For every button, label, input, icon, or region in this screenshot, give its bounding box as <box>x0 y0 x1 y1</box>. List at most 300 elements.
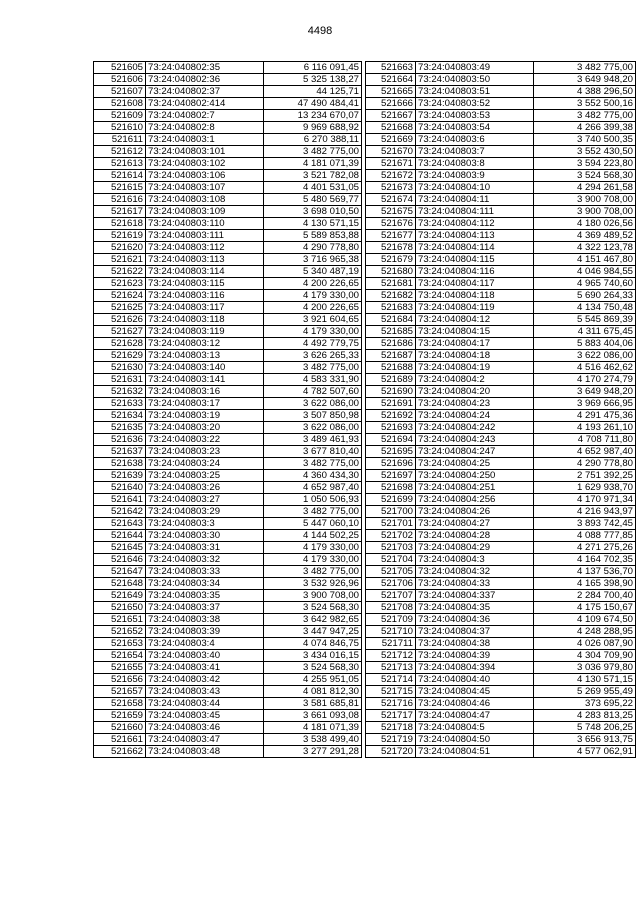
table-row <box>366 446 636 458</box>
table-row <box>366 374 636 386</box>
cadastral-number-cell: 73:24:040803:40 <box>146 650 264 662</box>
value-cell: 4 046 984,55 <box>534 266 636 278</box>
row-number-cell: 521662 <box>94 746 146 758</box>
value-cell: 3 900 708,00 <box>534 206 636 218</box>
row-number-cell: 521711 <box>366 638 416 650</box>
row-number-cell: 521669 <box>366 134 416 146</box>
cadastral-number-cell: 73:24:040804:115 <box>416 254 534 266</box>
row-number-cell: 521715 <box>366 686 416 698</box>
table-row <box>366 242 636 254</box>
table-row <box>94 122 362 134</box>
value-cell: 4 144 502,25 <box>264 530 362 542</box>
cadastral-number-cell: 73:24:040803:114 <box>146 266 264 278</box>
row-number-cell: 521637 <box>94 446 146 458</box>
table-row <box>366 302 636 314</box>
row-number-cell: 521647 <box>94 566 146 578</box>
row-number-cell: 521683 <box>366 302 416 314</box>
cadastral-number-cell: 73:24:040803:141 <box>146 374 264 386</box>
row-number-cell: 521707 <box>366 590 416 602</box>
cadastral-number-cell: 73:24:040803:23 <box>146 446 264 458</box>
row-number-cell: 521690 <box>366 386 416 398</box>
value-cell: 4 165 398,90 <box>534 578 636 590</box>
table-row <box>94 494 362 506</box>
table-row <box>366 542 636 554</box>
value-cell: 4 652 987,40 <box>264 482 362 494</box>
table-row <box>94 74 362 86</box>
row-number-cell: 521609 <box>94 110 146 122</box>
value-cell: 3 524 568,30 <box>534 170 636 182</box>
table-row <box>94 218 362 230</box>
value-cell: 3 893 742,45 <box>534 518 636 530</box>
table-row <box>366 122 636 134</box>
row-number-cell: 521613 <box>94 158 146 170</box>
cadastral-number-cell: 73:24:040803:13 <box>146 350 264 362</box>
cadastral-number-cell: 73:24:040803:32 <box>146 554 264 566</box>
value-cell: 3 277 291,28 <box>264 746 362 758</box>
row-number-cell: 521708 <box>366 602 416 614</box>
table-row <box>94 302 362 314</box>
table-row <box>366 614 636 626</box>
cadastral-number-cell: 73:24:040804:113 <box>416 230 534 242</box>
row-number-cell: 521692 <box>366 410 416 422</box>
cadastral-number-cell: 73:24:040804:38 <box>416 638 534 650</box>
table-row <box>94 542 362 554</box>
row-number-cell: 521660 <box>94 722 146 734</box>
row-number-cell: 521671 <box>366 158 416 170</box>
value-cell: 4 360 434,30 <box>264 470 362 482</box>
value-cell: 3 900 708,00 <box>264 590 362 602</box>
row-number-cell: 521607 <box>94 86 146 98</box>
row-number-cell: 521648 <box>94 578 146 590</box>
table-row <box>366 326 636 338</box>
row-number-cell: 521699 <box>366 494 416 506</box>
table-row <box>366 110 636 122</box>
value-cell: 3 969 666,95 <box>534 398 636 410</box>
cadastral-number-cell: 73:24:040803:25 <box>146 470 264 482</box>
value-cell: 4 179 330,00 <box>264 326 362 338</box>
table-row <box>94 602 362 614</box>
cadastral-number-cell: 73:24:040803:39 <box>146 626 264 638</box>
table-row <box>366 458 636 470</box>
cadastral-number-cell: 73:24:040804:5 <box>416 722 534 734</box>
value-cell: 4 151 467,80 <box>534 254 636 266</box>
cadastral-number-cell: 73:24:040804:112 <box>416 218 534 230</box>
table-row <box>94 338 362 350</box>
value-cell: 4 200 226,65 <box>264 302 362 314</box>
cadastral-number-cell: 73:24:040803:48 <box>146 746 264 758</box>
value-cell: 4 965 740,60 <box>534 278 636 290</box>
row-number-cell: 521716 <box>366 698 416 710</box>
value-cell: 3 921 604,65 <box>264 314 362 326</box>
table-row <box>366 506 636 518</box>
row-number-cell: 521682 <box>366 290 416 302</box>
table-row <box>366 626 636 638</box>
cadastral-number-cell: 73:24:040804:118 <box>416 290 534 302</box>
table-row <box>94 110 362 122</box>
cadastral-number-cell: 73:24:040803:37 <box>146 602 264 614</box>
cadastral-number-cell: 73:24:040804:117 <box>416 278 534 290</box>
cadastral-number-cell: 73:24:040803:101 <box>146 146 264 158</box>
value-cell: 4 271 275,26 <box>534 542 636 554</box>
cadastral-number-cell: 73:24:040803:53 <box>416 110 534 122</box>
table-row <box>94 266 362 278</box>
value-cell: 3 482 775,00 <box>264 362 362 374</box>
cadastral-number-cell: 73:24:040803:43 <box>146 686 264 698</box>
value-cell: 3 740 500,35 <box>534 134 636 146</box>
row-number-cell: 521620 <box>94 242 146 254</box>
table-row <box>366 170 636 182</box>
value-cell: 4 181 071,39 <box>264 722 362 734</box>
row-number-cell: 521652 <box>94 626 146 638</box>
cadastral-number-cell: 73:24:040804:337 <box>416 590 534 602</box>
row-number-cell: 521664 <box>366 74 416 86</box>
table-row <box>94 278 362 290</box>
cadastral-number-cell: 73:24:040803:17 <box>146 398 264 410</box>
row-number-cell: 521684 <box>366 314 416 326</box>
cadastral-number-cell: 73:24:040803:26 <box>146 482 264 494</box>
value-cell: 4 170 971,34 <box>534 494 636 506</box>
row-number-cell: 521645 <box>94 542 146 554</box>
row-number-cell: 521677 <box>366 230 416 242</box>
cadastral-number-cell: 73:24:040804:18 <box>416 350 534 362</box>
value-cell: 3 552 430,50 <box>534 146 636 158</box>
table-row <box>94 590 362 602</box>
row-number-cell: 521614 <box>94 170 146 182</box>
row-number-cell: 521626 <box>94 314 146 326</box>
cadastral-number-cell: 73:24:040803:33 <box>146 566 264 578</box>
value-cell: 4 181 071,39 <box>264 158 362 170</box>
value-cell: 4 088 777,85 <box>534 530 636 542</box>
cadastral-number-cell: 73:24:040803:31 <box>146 542 264 554</box>
row-number-cell: 521665 <box>366 86 416 98</box>
value-cell: 3 594 223,80 <box>534 158 636 170</box>
row-number-cell: 521700 <box>366 506 416 518</box>
value-cell: 4 109 674,50 <box>534 614 636 626</box>
cadastral-number-cell: 73:24:040803:49 <box>416 62 534 74</box>
row-number-cell: 521693 <box>366 422 416 434</box>
cadastral-number-cell: 73:24:040804:12 <box>416 314 534 326</box>
row-number-cell: 521641 <box>94 494 146 506</box>
cadastral-number-cell: 73:24:040804:27 <box>416 518 534 530</box>
cadastral-number-cell: 73:24:040803:38 <box>146 614 264 626</box>
row-number-cell: 521656 <box>94 674 146 686</box>
table-row <box>94 554 362 566</box>
table-row <box>366 722 636 734</box>
table-row <box>366 638 636 650</box>
value-cell: 3 036 979,80 <box>534 662 636 674</box>
cadastral-number-cell: 73:24:040804:39 <box>416 650 534 662</box>
value-cell: 4 304 709,90 <box>534 650 636 662</box>
row-number-cell: 521638 <box>94 458 146 470</box>
cadastral-number-cell: 73:24:040803:16 <box>146 386 264 398</box>
table-row <box>94 350 362 362</box>
table-row <box>94 290 362 302</box>
value-cell: 4 583 331,90 <box>264 374 362 386</box>
row-number-cell: 521705 <box>366 566 416 578</box>
cadastral-number-cell: 73:24:040803:52 <box>416 98 534 110</box>
cadastral-number-cell: 73:24:040804:29 <box>416 542 534 554</box>
row-number-cell: 521710 <box>366 626 416 638</box>
row-number-cell: 521681 <box>366 278 416 290</box>
row-number-cell: 521657 <box>94 686 146 698</box>
row-number-cell: 521714 <box>366 674 416 686</box>
value-cell: 4 322 123,78 <box>534 242 636 254</box>
cadastral-number-cell: 73:24:040803:45 <box>146 710 264 722</box>
registry-table-left <box>93 61 362 758</box>
table-row <box>94 722 362 734</box>
cadastral-number-cell: 73:24:040803:19 <box>146 410 264 422</box>
row-number-cell: 521687 <box>366 350 416 362</box>
table-row <box>366 338 636 350</box>
value-cell: 2 284 700,40 <box>534 590 636 602</box>
table-row <box>366 86 636 98</box>
value-cell: 3 698 010,50 <box>264 206 362 218</box>
row-number-cell: 521670 <box>366 146 416 158</box>
value-cell: 3 649 948,20 <box>534 386 636 398</box>
table-row <box>94 386 362 398</box>
value-cell: 3 677 810,40 <box>264 446 362 458</box>
value-cell: 3 482 775,00 <box>534 62 636 74</box>
table-row <box>366 74 636 86</box>
table-row <box>366 386 636 398</box>
table-row <box>366 206 636 218</box>
row-number-cell: 521718 <box>366 722 416 734</box>
table-row <box>366 314 636 326</box>
row-number-cell: 521695 <box>366 446 416 458</box>
row-number-cell: 521622 <box>94 266 146 278</box>
cadastral-number-cell: 73:24:040803:24 <box>146 458 264 470</box>
row-number-cell: 521615 <box>94 182 146 194</box>
value-cell: 5 447 060,10 <box>264 518 362 530</box>
value-cell: 9 969 688,92 <box>264 122 362 134</box>
table-row <box>94 422 362 434</box>
table-row <box>94 374 362 386</box>
cadastral-number-cell: 73:24:040804:46 <box>416 698 534 710</box>
row-number-cell: 521616 <box>94 194 146 206</box>
row-number-cell: 521689 <box>366 374 416 386</box>
table-row <box>366 470 636 482</box>
row-number-cell: 521691 <box>366 398 416 410</box>
value-cell: 3 482 775,00 <box>264 458 362 470</box>
row-number-cell: 521646 <box>94 554 146 566</box>
value-cell: 47 490 484,41 <box>264 98 362 110</box>
table-row <box>94 458 362 470</box>
registry-table-right-body <box>366 62 636 758</box>
row-number-cell: 521712 <box>366 650 416 662</box>
table-row <box>94 146 362 158</box>
row-number-cell: 521617 <box>94 206 146 218</box>
cadastral-number-cell: 73:24:040804:47 <box>416 710 534 722</box>
row-number-cell: 521631 <box>94 374 146 386</box>
value-cell: 3 656 913,75 <box>534 734 636 746</box>
value-cell: 3 482 775,00 <box>264 146 362 158</box>
value-cell: 4 577 062,91 <box>534 746 636 758</box>
cadastral-number-cell: 73:24:040803:22 <box>146 434 264 446</box>
cadastral-number-cell: 73:24:040803:112 <box>146 242 264 254</box>
cadastral-number-cell: 73:24:040802:37 <box>146 86 264 98</box>
value-cell: 3 622 086,00 <box>264 398 362 410</box>
cadastral-number-cell: 73:24:040804:394 <box>416 662 534 674</box>
row-number-cell: 521632 <box>94 386 146 398</box>
cadastral-number-cell: 73:24:040803:30 <box>146 530 264 542</box>
row-number-cell: 521630 <box>94 362 146 374</box>
cadastral-number-cell: 73:24:040804:243 <box>416 434 534 446</box>
cadastral-number-cell: 73:24:040804:36 <box>416 614 534 626</box>
cadastral-number-cell: 73:24:040804:32 <box>416 566 534 578</box>
value-cell: 4 516 462,62 <box>534 362 636 374</box>
cadastral-number-cell: 73:24:040802:7 <box>146 110 264 122</box>
value-cell: 5 480 569,77 <box>264 194 362 206</box>
row-number-cell: 521627 <box>94 326 146 338</box>
table-row <box>94 362 362 374</box>
cadastral-number-cell: 73:24:040804:45 <box>416 686 534 698</box>
value-cell: 4 074 846,75 <box>264 638 362 650</box>
row-number-cell: 521606 <box>94 74 146 86</box>
value-cell: 3 524 568,30 <box>264 602 362 614</box>
table-row <box>366 710 636 722</box>
table-row <box>94 578 362 590</box>
cadastral-number-cell: 73:24:040804:2 <box>416 374 534 386</box>
table-row <box>366 698 636 710</box>
cadastral-number-cell: 73:24:040803:46 <box>146 722 264 734</box>
cadastral-number-cell: 73:24:040804:119 <box>416 302 534 314</box>
row-number-cell: 521713 <box>366 662 416 674</box>
cadastral-number-cell: 73:24:040803:20 <box>146 422 264 434</box>
table-row <box>366 362 636 374</box>
table-row <box>94 470 362 482</box>
table-row <box>94 734 362 746</box>
cadastral-number-cell: 73:24:040803:140 <box>146 362 264 374</box>
table-row <box>94 134 362 146</box>
table-row <box>94 182 362 194</box>
row-number-cell: 521685 <box>366 326 416 338</box>
value-cell: 6 270 388,11 <box>264 134 362 146</box>
cadastral-number-cell: 73:24:040803:4 <box>146 638 264 650</box>
cadastral-number-cell: 73:24:040804:250 <box>416 470 534 482</box>
table-row <box>366 278 636 290</box>
cadastral-number-cell: 73:24:040804:10 <box>416 182 534 194</box>
cadastral-number-cell: 73:24:040804:51 <box>416 746 534 758</box>
table-row <box>366 554 636 566</box>
cadastral-number-cell: 73:24:040804:251 <box>416 482 534 494</box>
table-row <box>366 290 636 302</box>
value-cell: 3 521 782,08 <box>264 170 362 182</box>
row-number-cell: 521636 <box>94 434 146 446</box>
cadastral-number-cell: 73:24:040803:8 <box>416 158 534 170</box>
row-number-cell: 521624 <box>94 290 146 302</box>
table-row <box>366 434 636 446</box>
cadastral-number-cell: 73:24:040803:50 <box>416 74 534 86</box>
cadastral-number-cell: 73:24:040804:28 <box>416 530 534 542</box>
value-cell: 5 269 955,49 <box>534 686 636 698</box>
cadastral-number-cell: 73:24:040803:42 <box>146 674 264 686</box>
value-cell: 6 116 091,45 <box>264 62 362 74</box>
table-row <box>366 194 636 206</box>
cadastral-number-cell: 73:24:040804:256 <box>416 494 534 506</box>
row-number-cell: 521666 <box>366 98 416 110</box>
cadastral-number-cell: 73:24:040804:19 <box>416 362 534 374</box>
table-row <box>94 170 362 182</box>
cadastral-number-cell: 73:24:040803:29 <box>146 506 264 518</box>
row-number-cell: 521651 <box>94 614 146 626</box>
value-cell: 5 325 138,27 <box>264 74 362 86</box>
table-row <box>94 482 362 494</box>
table-row <box>94 674 362 686</box>
cadastral-number-cell: 73:24:040804:116 <box>416 266 534 278</box>
table-row <box>366 674 636 686</box>
cadastral-number-cell: 73:24:040803:27 <box>146 494 264 506</box>
value-cell: 3 622 086,00 <box>534 350 636 362</box>
row-number-cell: 521659 <box>94 710 146 722</box>
cadastral-number-cell: 73:24:040803:12 <box>146 338 264 350</box>
row-number-cell: 521717 <box>366 710 416 722</box>
table-row <box>366 686 636 698</box>
value-cell: 4 026 087,90 <box>534 638 636 650</box>
value-cell: 3 649 948,20 <box>534 74 636 86</box>
cadastral-number-cell: 73:24:040804:26 <box>416 506 534 518</box>
row-number-cell: 521688 <box>366 362 416 374</box>
table-row <box>366 398 636 410</box>
cadastral-number-cell: 73:24:040804:15 <box>416 326 534 338</box>
cadastral-number-cell: 73:24:040804:114 <box>416 242 534 254</box>
cadastral-number-cell: 73:24:040803:119 <box>146 326 264 338</box>
row-number-cell: 521674 <box>366 194 416 206</box>
value-cell: 13 234 670,07 <box>264 110 362 122</box>
value-cell: 5 589 853,88 <box>264 230 362 242</box>
value-cell: 373 695,22 <box>534 698 636 710</box>
row-number-cell: 521653 <box>94 638 146 650</box>
value-cell: 4 180 026,56 <box>534 218 636 230</box>
cadastral-number-cell: 73:24:040803:110 <box>146 218 264 230</box>
cadastral-number-cell: 73:24:040803:1 <box>146 134 264 146</box>
table-row <box>94 530 362 542</box>
table-row <box>94 566 362 578</box>
value-cell: 4 175 150,67 <box>534 602 636 614</box>
registry-table-left-body <box>94 62 362 758</box>
row-number-cell: 521633 <box>94 398 146 410</box>
value-cell: 3 447 947,25 <box>264 626 362 638</box>
cadastral-number-cell: 73:24:040803:51 <box>416 86 534 98</box>
table-row <box>94 314 362 326</box>
table-row <box>94 626 362 638</box>
table-row <box>94 326 362 338</box>
row-number-cell: 521618 <box>94 218 146 230</box>
value-cell: 4 255 951,05 <box>264 674 362 686</box>
row-number-cell: 521694 <box>366 434 416 446</box>
cadastral-number-cell: 73:24:040804:37 <box>416 626 534 638</box>
table-row <box>366 134 636 146</box>
row-number-cell: 521701 <box>366 518 416 530</box>
cadastral-number-cell: 73:24:040802:8 <box>146 122 264 134</box>
value-cell: 4 782 507,60 <box>264 386 362 398</box>
registry-table-right <box>365 61 636 758</box>
cadastral-number-cell: 73:24:040804:242 <box>416 422 534 434</box>
value-cell: 3 900 708,00 <box>534 194 636 206</box>
row-number-cell: 521654 <box>94 650 146 662</box>
cadastral-number-cell: 73:24:040803:6 <box>416 134 534 146</box>
value-cell: 5 690 264,33 <box>534 290 636 302</box>
cadastral-number-cell: 73:24:040804:111 <box>416 206 534 218</box>
row-number-cell: 521644 <box>94 530 146 542</box>
row-number-cell: 521639 <box>94 470 146 482</box>
row-number-cell: 521629 <box>94 350 146 362</box>
table-row <box>94 662 362 674</box>
value-cell: 4 130 571,15 <box>264 218 362 230</box>
row-number-cell: 521703 <box>366 542 416 554</box>
cadastral-number-cell: 73:24:040802:36 <box>146 74 264 86</box>
value-cell: 3 642 982,65 <box>264 614 362 626</box>
row-number-cell: 521623 <box>94 278 146 290</box>
